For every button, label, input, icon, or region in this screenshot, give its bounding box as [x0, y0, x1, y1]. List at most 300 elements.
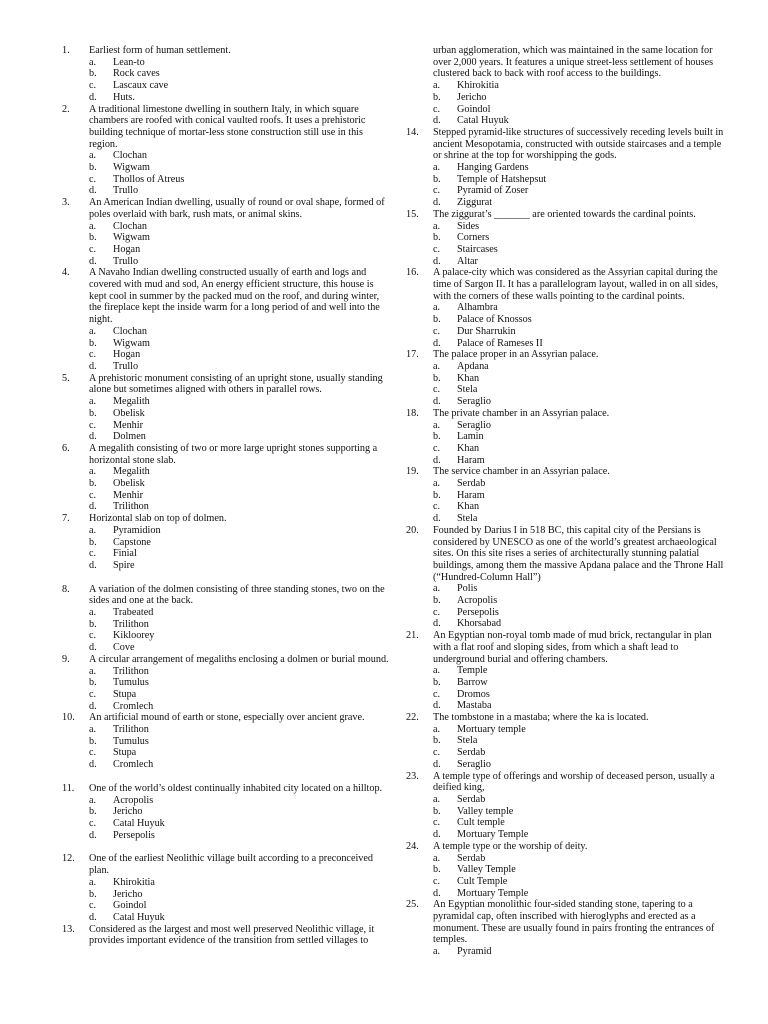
answer-option	[89, 689, 392, 701]
option-text: Catal Huyuk	[113, 911, 165, 923]
option-letter: b.	[433, 735, 441, 747]
answer-option	[89, 80, 392, 92]
option-letter: b.	[89, 407, 97, 419]
option-text: Wigwam	[113, 232, 150, 244]
answer-option	[433, 829, 728, 841]
option-text: Serdab	[457, 747, 486, 759]
option-letter: a.	[89, 794, 97, 806]
answer-option	[433, 373, 728, 385]
option-text: Huts.	[113, 91, 135, 103]
option-letter: a.	[433, 80, 441, 92]
answer-options	[89, 221, 392, 268]
option-text: Serdab	[457, 852, 486, 864]
option-text: Stela	[457, 735, 478, 747]
question-8	[62, 584, 392, 654]
option-letter: a.	[433, 852, 441, 864]
answer-options	[89, 396, 392, 443]
option-text: Menhir	[113, 419, 143, 431]
answer-option	[89, 747, 392, 759]
option-letter: a.	[89, 150, 97, 162]
option-letter: a.	[89, 524, 97, 536]
question-text: urban agglomeration, which was maintained in the same location for over 2,000 years. It features a unique street-less settlement of houses clustered back to back with roof access to the buildings.	[433, 45, 714, 80]
answer-option	[433, 501, 728, 513]
option-text: Hogan	[113, 243, 141, 255]
answer-option	[89, 912, 392, 924]
answer-option	[89, 830, 392, 842]
answer-options	[433, 724, 728, 771]
option-letter: c.	[433, 243, 441, 255]
answer-option	[89, 607, 392, 619]
answer-options	[89, 877, 392, 924]
option-letter: b.	[433, 489, 441, 501]
answer-option	[433, 396, 728, 408]
answer-option	[433, 700, 728, 712]
option-text: Stupa	[113, 747, 137, 759]
option-letter: c.	[89, 419, 97, 431]
answer-option	[89, 490, 392, 502]
question-21	[406, 630, 728, 712]
answer-option	[89, 548, 392, 560]
answer-option	[433, 174, 728, 186]
answer-option	[89, 630, 392, 642]
answer-option	[433, 806, 728, 818]
question-text: A temple type or the worship of deity.	[433, 840, 588, 852]
question-list	[406, 127, 728, 958]
answer-option	[433, 735, 728, 747]
question-number: 6.	[62, 442, 70, 454]
option-letter: c.	[89, 80, 97, 92]
option-letter: d.	[433, 887, 441, 899]
option-letter: d.	[89, 642, 97, 654]
option-text: Catal Huyuk	[113, 818, 165, 829]
question-text: A temple type of offerings and worship of deceased person, usually a deified king,	[433, 770, 715, 794]
option-letter: a.	[433, 665, 441, 677]
question-16	[406, 267, 728, 349]
option-letter: b.	[89, 68, 97, 80]
option-text: Sides	[457, 220, 480, 232]
answer-option	[89, 795, 392, 807]
option-letter: d.	[89, 501, 97, 513]
option-letter: d.	[89, 360, 97, 372]
question-text: One of the earliest Neolithic village built according to a preconceived plan.	[89, 853, 374, 877]
question-22	[406, 712, 728, 771]
question-6	[62, 443, 392, 513]
option-letter: d.	[89, 255, 97, 267]
answer-option	[433, 326, 728, 338]
option-text: Megalith	[113, 466, 150, 478]
option-letter: d.	[89, 829, 97, 841]
question-number: 2.	[62, 103, 70, 115]
option-text: Seraglio	[457, 419, 491, 431]
option-letter: c.	[433, 325, 441, 337]
option-text: Khan	[457, 501, 480, 513]
answer-option	[433, 689, 728, 701]
answer-option	[89, 818, 392, 830]
question-number: 24.	[406, 840, 419, 852]
option-letter: d.	[433, 337, 441, 349]
answer-option	[433, 490, 728, 502]
option-letter: c.	[89, 900, 97, 912]
answer-option	[89, 174, 392, 186]
question-13	[62, 924, 392, 947]
option-letter: b.	[433, 91, 441, 103]
option-letter: a.	[433, 478, 441, 490]
answer-option	[433, 80, 728, 92]
option-letter: b.	[433, 864, 441, 876]
option-letter: a.	[433, 419, 441, 431]
answer-option	[433, 338, 728, 350]
answer-options	[433, 162, 728, 209]
answer-option	[89, 431, 392, 443]
answer-options	[89, 466, 392, 513]
answer-option	[89, 256, 392, 268]
answer-options	[433, 420, 728, 467]
question-11	[62, 783, 392, 842]
answer-option	[433, 185, 728, 197]
option-letter: b.	[433, 431, 441, 443]
answer-option	[433, 853, 728, 865]
option-text: Tumulus	[113, 735, 149, 747]
option-letter: d.	[433, 829, 441, 841]
option-letter: d.	[89, 431, 97, 443]
question-text: The palace proper in an Assyrian palace.	[433, 349, 599, 361]
answer-option	[433, 104, 728, 116]
option-letter: d.	[89, 91, 97, 103]
option-text: Goindol	[457, 103, 491, 115]
answer-option	[433, 443, 728, 455]
option-letter: b.	[433, 232, 441, 244]
question-text: Stepped pyramid-like structures of successively receding levels built in ancient Mesopotamia, constructed with outside staircases and a temple or shrine at the top for worshipping the gods.	[433, 126, 724, 162]
option-text: Spire	[113, 559, 135, 571]
option-text: Wigwam	[113, 162, 150, 174]
answer-option	[89, 244, 392, 256]
option-text: Stupa	[113, 688, 137, 700]
question-text: Considered as the largest and most well preserved Neolithic village, it provides important evidence of the transition from settled villages to	[89, 923, 375, 947]
option-text: Clochan	[113, 220, 147, 232]
question-15	[406, 209, 728, 268]
option-text: Valley temple	[457, 805, 514, 817]
option-text: Trullo	[113, 255, 139, 267]
option-text: Trullo	[113, 360, 139, 372]
question-number: 22.	[406, 712, 419, 724]
answer-option	[433, 244, 728, 256]
question-text: A megalith consisting of two or more large upright stones supporting a horizontal stone slab.	[89, 442, 378, 466]
question-text: A traditional limestone dwelling in southern Italy, in which square chambers are roofed with conical vaulted roofs. It uses a prehistoric building technique of mortar-less stone construction still use in this region.	[89, 103, 366, 150]
option-letter: a.	[89, 607, 97, 619]
option-letter: b.	[89, 162, 97, 174]
option-text: Khan	[457, 442, 480, 454]
answer-options	[89, 607, 392, 654]
option-text: Catal Huyuk	[457, 115, 509, 127]
option-text: Trilithon	[113, 665, 149, 677]
option-letter: d.	[433, 700, 441, 712]
option-letter: c.	[433, 817, 441, 829]
answer-option	[89, 501, 392, 513]
option-text: Dromos	[457, 688, 490, 700]
option-letter: b.	[89, 735, 97, 747]
option-letter: c.	[433, 688, 441, 700]
option-text: Trullo	[113, 185, 139, 197]
option-text: Khan	[457, 372, 480, 384]
option-text: Polis	[457, 583, 478, 595]
answer-option	[433, 431, 728, 443]
question-text: Horizontal slab on top of dolmen.	[89, 513, 227, 525]
option-text: Seraglio	[457, 758, 491, 770]
answer-option	[89, 396, 392, 408]
option-text: Valley Temple	[457, 864, 516, 876]
option-letter: c.	[433, 501, 441, 513]
answer-option	[433, 478, 728, 490]
answer-option	[433, 759, 728, 771]
answer-option	[89, 900, 392, 912]
answer-options	[433, 946, 728, 958]
option-text: Haram	[457, 454, 485, 466]
answer-options	[433, 794, 728, 841]
option-letter: d.	[89, 911, 97, 923]
option-text: Lascaux cave	[113, 80, 169, 92]
option-text: Lamin	[457, 431, 484, 443]
option-text: Trilithon	[113, 724, 149, 736]
answer-option	[433, 115, 728, 127]
answer-option	[89, 701, 392, 713]
option-text: Jericho	[113, 888, 143, 900]
option-text: Cove	[113, 642, 135, 654]
question-number: 13.	[62, 923, 75, 935]
question-number: 7.	[62, 513, 70, 525]
option-text: Finial	[113, 548, 137, 560]
question-number: 23.	[406, 770, 419, 782]
option-text: Jericho	[457, 91, 487, 103]
option-text: Goindol	[113, 900, 147, 912]
question-13-continuation	[406, 45, 728, 127]
option-letter: d.	[433, 758, 441, 770]
question-text: A circular arrangement of megaliths enclosing a dolmen or burial mound.	[89, 653, 389, 665]
option-text: Obelisk	[113, 478, 145, 490]
question-text: One of the world’s oldest continually inhabited city located on a hilltop.	[89, 782, 383, 794]
answer-option	[89, 408, 392, 420]
answer-option	[89, 560, 392, 572]
question-1	[62, 45, 392, 104]
answer-options	[433, 80, 728, 127]
answer-option	[433, 888, 728, 900]
question-number: 17.	[406, 349, 419, 361]
option-letter: d.	[433, 255, 441, 267]
option-letter: a.	[89, 724, 97, 736]
option-text: Lean-to	[113, 56, 145, 68]
question-7	[62, 513, 392, 572]
option-text: Clochan	[113, 325, 147, 337]
answer-option	[89, 221, 392, 233]
option-letter: c.	[433, 442, 441, 454]
option-letter: a.	[89, 876, 97, 888]
question-number: 1.	[62, 45, 70, 56]
question-number: 20.	[406, 524, 419, 536]
option-text: Hanging Gardens	[457, 162, 529, 174]
question-text: An American Indian dwelling, usually of round or oval shape, formed of poles overlaid with bark, rush mats, or animal skins.	[89, 197, 385, 220]
answer-options	[89, 57, 392, 104]
answer-option	[433, 420, 728, 432]
question-12	[62, 853, 392, 923]
option-letter: a.	[433, 360, 441, 372]
question-number: 8.	[62, 583, 70, 595]
option-letter: b.	[89, 618, 97, 630]
option-text: Obelisk	[113, 407, 145, 419]
question-10	[62, 712, 392, 771]
option-letter: a.	[89, 56, 97, 68]
question-text: Founded by Darius I in 518 BC, this capital city of the Persians is considered by UNESCO as one of the world’s greatest archaeological sites. On this site rises a series of architecturally stunning palatial buildings, among them the massive Apdana palace and the Throne Hall (“Hundred-Column Hall”)	[433, 524, 724, 583]
answer-option	[89, 162, 392, 174]
answer-options	[89, 795, 392, 842]
answer-option	[433, 677, 728, 689]
answer-option	[89, 642, 392, 654]
question-text: An Egyptian non-royal tomb made of mud brick, rectangular in plan with a flat roof and sloping sides, from which a shaft lead to underground burial and offering chambers.	[433, 630, 712, 665]
option-letter: b.	[433, 676, 441, 688]
option-letter: c.	[433, 103, 441, 115]
option-letter: a.	[433, 946, 441, 958]
answer-option	[89, 525, 392, 537]
option-text: Pyramidion	[113, 524, 161, 536]
answer-option	[433, 197, 728, 209]
option-text: Cromlech	[113, 759, 154, 771]
question-14	[406, 127, 728, 209]
answer-option	[89, 619, 392, 631]
option-text: Ziggurat	[457, 197, 493, 209]
question-number: 11.	[62, 782, 75, 794]
option-letter: d.	[89, 700, 97, 712]
question-5	[62, 373, 392, 443]
question-number: 25.	[406, 899, 419, 911]
answer-option	[433, 607, 728, 619]
answer-option	[433, 864, 728, 876]
option-letter: c.	[89, 548, 97, 560]
answer-option	[433, 314, 728, 326]
answer-option	[89, 150, 392, 162]
option-text: Mortuary temple	[457, 723, 526, 735]
answer-option	[89, 806, 392, 818]
answer-option	[433, 232, 728, 244]
question-text: The ziggurat’s _______ are oriented towards the cardinal points.	[433, 208, 696, 220]
question-text: A variation of the dolmen consisting of three standing stones, two on the sides and one at the back.	[89, 583, 385, 607]
answer-options	[89, 724, 392, 771]
option-letter: d.	[89, 185, 97, 197]
answer-option	[89, 185, 392, 197]
answer-option	[89, 877, 392, 889]
answer-option	[433, 513, 728, 525]
left-column	[62, 45, 392, 947]
answer-option	[433, 595, 728, 607]
option-text: Stela	[457, 513, 478, 525]
answer-option	[89, 666, 392, 678]
option-text: Acropolis	[457, 595, 498, 607]
option-text: Clochan	[113, 150, 147, 162]
answer-option	[433, 946, 728, 958]
option-letter: d.	[433, 396, 441, 408]
answer-option	[433, 794, 728, 806]
option-text: Pyramid	[457, 946, 492, 958]
question-number: 16.	[406, 267, 419, 279]
option-text: Kikloorey	[113, 630, 155, 642]
question-number: 12.	[62, 853, 75, 865]
option-text: Persepolis	[457, 606, 499, 618]
answer-options	[433, 302, 728, 349]
question-number: 21.	[406, 630, 419, 642]
option-text: Pyramid of Zoser	[457, 185, 529, 197]
question-number: 14.	[406, 126, 419, 138]
answer-options	[89, 150, 392, 197]
answer-options	[433, 853, 728, 900]
question-number: 5.	[62, 372, 70, 384]
option-letter: b.	[89, 888, 97, 900]
answer-options	[433, 478, 728, 525]
answer-option	[433, 162, 728, 174]
right-column	[406, 45, 728, 958]
option-letter: b.	[89, 806, 97, 818]
question-text: The service chamber in an Assyrian palace.	[433, 466, 610, 478]
question-23	[406, 771, 728, 841]
option-letter: b.	[433, 595, 441, 607]
question-text: A Navaho Indian dwelling constructed usually of earth and logs and covered with mud and sod, An energy efficient structure, this house is kept cool in summer by the packed mud on the roof, and during winter, the fireplace kept the inside warm for a long period of and well into the night.	[89, 267, 380, 326]
question-number: 15.	[406, 208, 419, 220]
answer-options	[89, 525, 392, 572]
option-text: Rock caves	[113, 68, 160, 80]
option-text: Cromlech	[113, 700, 154, 712]
answer-option	[89, 420, 392, 432]
option-letter: d.	[89, 759, 97, 771]
answer-option	[433, 361, 728, 373]
answer-option	[433, 92, 728, 104]
option-text: Trilithon	[113, 618, 149, 630]
option-letter: d.	[433, 115, 441, 127]
option-text: Acropolis	[113, 794, 154, 806]
answer-options	[89, 326, 392, 373]
question-text: Earliest form of human settlement.	[89, 45, 231, 56]
answer-options	[433, 665, 728, 712]
option-letter: b.	[89, 478, 97, 490]
option-text: Alhambra	[457, 302, 498, 314]
answer-option	[89, 338, 392, 350]
answer-option	[89, 478, 392, 490]
question-number: 3.	[62, 197, 70, 209]
option-letter: a.	[433, 583, 441, 595]
option-text: Apdana	[457, 360, 489, 372]
option-text: Temple of Hatshepsut	[457, 173, 547, 185]
option-letter: a.	[433, 302, 441, 314]
question-number: 10.	[62, 712, 75, 724]
option-text: Serdab	[457, 478, 486, 490]
option-letter: a.	[433, 794, 441, 805]
option-letter: c.	[433, 185, 441, 197]
option-letter: c.	[433, 606, 441, 618]
answer-options	[433, 361, 728, 408]
answer-option	[433, 876, 728, 888]
option-letter: c.	[89, 243, 97, 255]
question-25	[406, 899, 728, 958]
option-letter: c.	[433, 747, 441, 759]
answer-options	[433, 221, 728, 268]
answer-option	[89, 537, 392, 549]
option-text: Mortuary Temple	[457, 829, 529, 841]
option-letter: c.	[433, 875, 441, 887]
question-4	[62, 267, 392, 372]
answer-option	[89, 232, 392, 244]
answer-option	[89, 466, 392, 478]
option-letter: b.	[89, 677, 97, 689]
option-text: Haram	[457, 489, 485, 501]
question-19	[406, 466, 728, 525]
option-letter: d.	[433, 454, 441, 466]
question-text: The tombstone in a mastaba; where the ka is located.	[433, 712, 649, 724]
option-text: Jericho	[113, 806, 143, 818]
